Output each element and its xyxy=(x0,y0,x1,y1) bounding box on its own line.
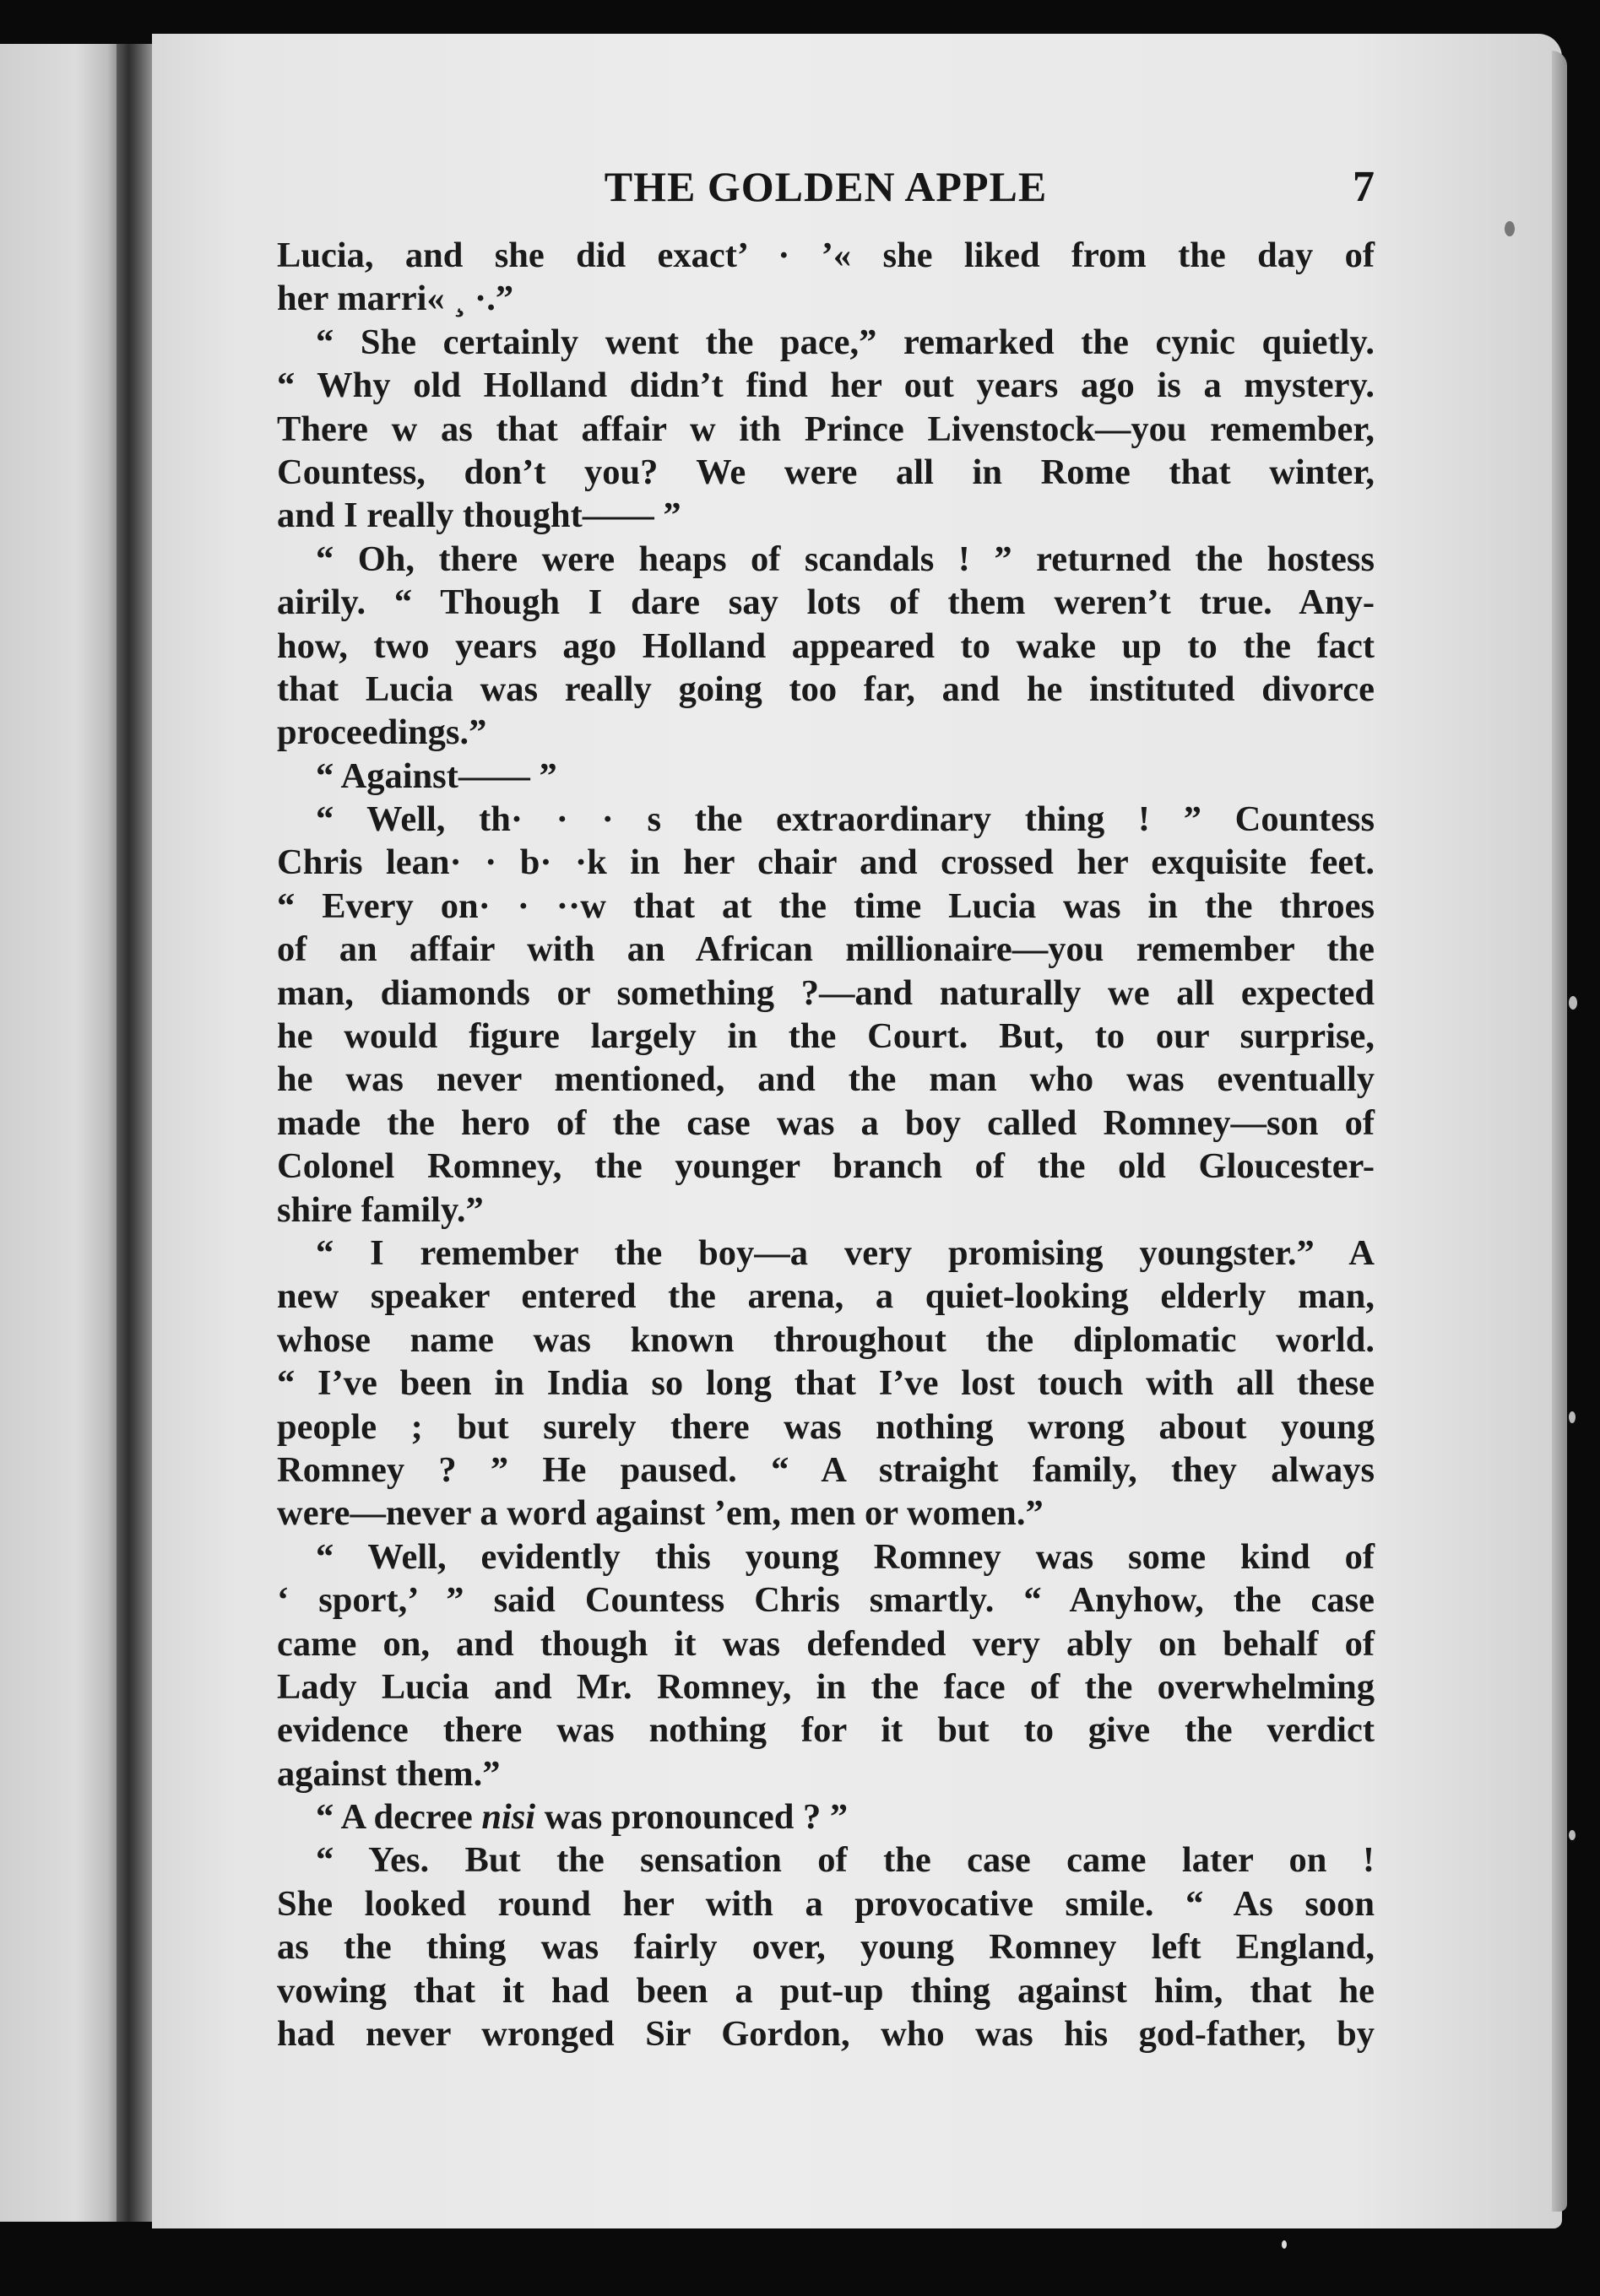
text-line: as the thing was fairly over, young Romney left England, xyxy=(277,1927,1375,1968)
text-line: Chris lean· · b· ·k in her chair and crossed her exquisite feet. xyxy=(277,842,1375,883)
text-line: how, two years ago Holland appeared to wake up to the fact xyxy=(277,625,1375,666)
text-line: he would figure largely in the Court. But, to our surprise, xyxy=(277,1016,1375,1057)
scan-speck xyxy=(1569,1411,1576,1423)
text-line: airily. “ Though I dare say lots of them weren’t true. Any- xyxy=(277,582,1375,623)
text-line: “ I’ve been in India so long that I’ve lost touch with all these xyxy=(277,1363,1375,1404)
scan-speck xyxy=(1569,1830,1576,1840)
text-line: Countess, don’t you? We were all in Rome that winter, xyxy=(277,452,1375,492)
text-line: her marri« ¸ ·.” xyxy=(277,279,514,319)
text-line: “ I remember the boy—a very promising youngster.” A xyxy=(316,1232,1375,1273)
text-line: man, diamonds or something ?—and naturally we all expected xyxy=(277,972,1375,1013)
scan-speck xyxy=(1569,996,1577,1010)
text-line: vowing that it had been a put-up thing against him, that he xyxy=(277,1970,1375,2011)
page-edge xyxy=(1552,51,1567,2212)
text-line: “ Well, th· · · s the extraordinary thing ! ” Countess xyxy=(316,799,1375,840)
text-line: he was never mentioned, and the man who was eventually xyxy=(277,1059,1375,1100)
text-line: “ Well, evidently this young Romney was some kind of xyxy=(316,1536,1375,1577)
text-line: shire family.” xyxy=(277,1189,484,1230)
text-line: “ Oh, there were heaps of scandals ! ” returned the hostess xyxy=(316,539,1375,579)
text-line: Romney ? ” He paused. “ A straight family, they always xyxy=(277,1449,1375,1490)
text-line: evidence there was nothing for it but to give the verdict xyxy=(277,1710,1375,1751)
text-line: “ Every on· · ··w that at the time Lucia was in the throes xyxy=(277,885,1375,926)
body-text xyxy=(277,234,1375,2055)
text-line: Lucia, and she did exact’ · ’« she liked from the day of xyxy=(277,236,1375,275)
text-line: ‘ sport,’ ” said Countess Chris smartly. “ Anyhow, the case xyxy=(277,1580,1375,1621)
scan-speck xyxy=(1505,221,1515,236)
running-title: THE GOLDEN APPLE xyxy=(604,163,1048,210)
text-line: Colonel Romney, the younger branch of the old Gloucester- xyxy=(277,1146,1375,1187)
text-line: Lady Lucia and Mr. Romney, in the face of the overwhelming xyxy=(277,1666,1375,1707)
text-line: came on, and though it was defended very ably on behalf of xyxy=(277,1623,1375,1664)
text-line: new speaker entered the arena, a quiet-looking elderly man, xyxy=(277,1276,1375,1317)
decree-italic: nisi xyxy=(481,1797,536,1838)
text-line: “ Against—— ” xyxy=(316,755,557,796)
text-line: were—never a word against ’em, men or women.” xyxy=(277,1493,1044,1534)
page-number: 7 xyxy=(1353,163,1375,211)
text-line: There w as that affair w ith Prince Livenstock—you remember, xyxy=(277,409,1375,449)
text-line: that Lucia was really going too far, and he instituted divorce xyxy=(277,669,1375,709)
text-line: She looked round her with a provocative smile. “ As soon xyxy=(277,1883,1375,1924)
text-line: people ; but surely there was nothing wrong about young xyxy=(277,1406,1375,1447)
text-line: and I really thought—— ” xyxy=(277,495,681,536)
text-line: proceedings.” xyxy=(277,712,487,753)
decree-before: “ A decree xyxy=(316,1797,482,1838)
text-line: of an affair with an African millionaire—you remember the xyxy=(277,929,1375,970)
left-facing-page xyxy=(0,44,127,2222)
decree-after: was pronounced ? ” xyxy=(535,1797,849,1838)
text-line: against them.” xyxy=(277,1753,501,1794)
text-line: made the hero of the case was a boy called Romney—son of xyxy=(277,1102,1375,1143)
text-line: “ Why old Holland didn’t find her out years ago is a mystery. xyxy=(277,366,1375,406)
text-line: “ Yes. But the sensation of the case came later on ! xyxy=(316,1840,1375,1881)
text-line: “ She certainly went the pace,” remarked the cynic quietly. xyxy=(316,322,1375,362)
scan-speck xyxy=(1282,2240,1287,2249)
text-line: had never wronged Sir Gordon, who was his god-father, by xyxy=(277,2014,1375,2055)
page-header xyxy=(277,162,1375,221)
text-line-decree xyxy=(277,1795,1375,1838)
text-line: whose name was known throughout the diplomatic world. xyxy=(277,1319,1375,1360)
book-gutter xyxy=(117,44,157,2222)
